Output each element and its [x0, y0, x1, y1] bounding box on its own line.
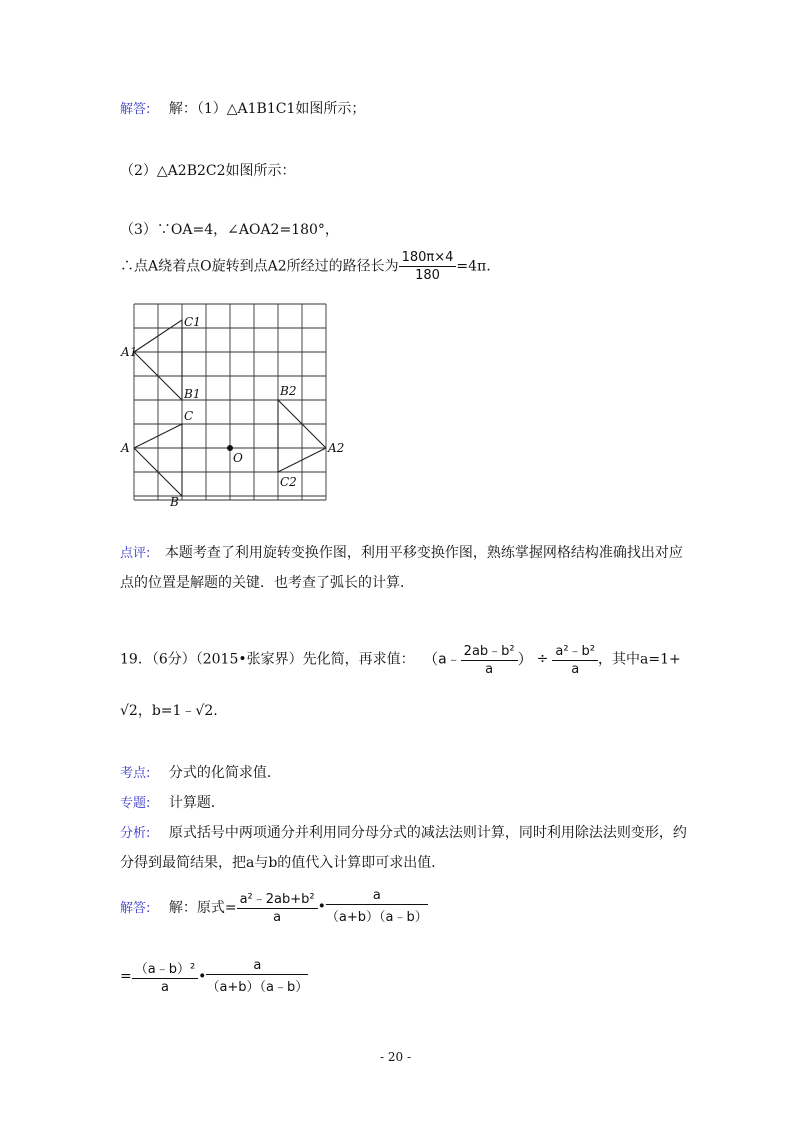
division-sign: ÷ [536, 650, 549, 667]
solution-fraction-4 [206, 958, 308, 995]
comment-line-2: 点的位置是解题的关键．也考查了弧长的计算． [120, 575, 414, 591]
fraction-numerator: a [326, 888, 428, 905]
fraction-numerator: a²﹣b² [552, 640, 598, 661]
label-a: A [121, 441, 130, 455]
kaodian-text: 分式的化简求值． [168, 765, 281, 781]
solution-line-1 [120, 888, 428, 925]
answer-line-3: （3）∵OA=4，∠AOA2=180°， [120, 222, 339, 238]
label-a2: A2 [328, 441, 345, 455]
fraction-denominator: a [160, 980, 169, 995]
fraction-numerator: 180π×4 [399, 250, 457, 267]
zhuanti-tag: 专题: [120, 796, 151, 811]
solution-fraction-2 [326, 888, 428, 925]
solution-line-2 [120, 958, 308, 995]
kaodian-line [120, 762, 281, 782]
label-c1: C1 [184, 315, 201, 329]
solution-fraction-3 [132, 958, 198, 995]
zhuanti-line [120, 792, 225, 812]
answer-text-1: 解：（1）△A1B1C1如图所示； [168, 101, 366, 117]
label-b: B [170, 495, 179, 509]
label-b1: B1 [184, 387, 201, 401]
answer-line-2: （2）△A2B2C2如图所示： [120, 163, 296, 179]
fraction-denominator: 180 [415, 268, 440, 283]
page-number: - 20 - [380, 1050, 412, 1064]
fenxi-text-1: 原式括号中两项通分并利用同分母分式的减法法则计算，同时利用除法法则变形，约 [168, 825, 687, 841]
comment-text-1: 本题考查了利用旋转变换作图，利用平移变换作图，熟练掌握网格结构准确找出对应 [164, 545, 683, 561]
answer-line-4 [120, 250, 491, 283]
zhuanti-text: 计算题． [168, 795, 225, 811]
fenxi-tag: 分析: [120, 826, 151, 841]
solution-fraction-1 [237, 888, 318, 925]
label-c2: C2 [280, 475, 297, 489]
fraction-denominator: a [571, 662, 580, 677]
question-19-line-2: √2，b=1﹣√2. [120, 703, 218, 719]
label-c: C [184, 409, 194, 423]
multiply-dot: • [317, 898, 326, 915]
question-19-line-1: 19．（6分）（2015•张家界）先化简，再求值： （a﹣ $\frac{\text{2ab﹣b²}}{a}$ ） ÷ $\frac{\text{a²﹣b²}}{a}$ ，其中a=1+ [120, 640, 681, 677]
where-clause: ，其中a=1+ [598, 651, 681, 668]
fraction-denominator: （a+b）（a﹣b） [325, 910, 428, 925]
fraction-numerator: 2ab﹣b² [461, 640, 518, 661]
comment-line-1 [120, 542, 683, 562]
arc-length-result: =4π. [456, 258, 491, 275]
label-o: O [233, 451, 243, 465]
multiply-dot: • [198, 968, 207, 985]
fraction-denominator: （a+b）（a﹣b） [206, 980, 309, 995]
label-b2: B2 [280, 384, 297, 398]
question-fraction-2 [552, 640, 598, 677]
solution-prefix: 解：原式= [168, 899, 237, 916]
comment-tag: 点评: [120, 546, 151, 561]
answer-line-1 [120, 98, 365, 118]
fraction-numerator: （a﹣b）² [132, 958, 198, 979]
fraction-denominator: a [273, 910, 282, 925]
question-heading: 19．（6分）（2015•张家界）先化简，再求值： [120, 651, 415, 668]
answer-tag: 解答: [120, 102, 151, 117]
fraction-numerator: a [206, 958, 308, 975]
rotation-grid-figure [118, 300, 345, 522]
arc-length-text: ∴点A绕着点O旋转到点A2所经过的路径长为 [120, 258, 399, 275]
arc-length-fraction [399, 250, 457, 283]
kaodian-tag: 考点: [120, 766, 151, 781]
expr-a: a﹣ [438, 651, 461, 668]
fenxi-line-1 [120, 822, 687, 842]
equals-sign: = [120, 968, 132, 985]
fraction-numerator: a²﹣2ab+b² [237, 888, 318, 909]
fenxi-line-2: 分得到最简结果，把a与b的值代入计算即可求出值． [120, 855, 446, 871]
solution-tag: 解答: [120, 901, 151, 916]
question-fraction-1 [461, 640, 518, 677]
fraction-denominator: a [485, 662, 494, 677]
label-a1: A1 [121, 345, 138, 359]
